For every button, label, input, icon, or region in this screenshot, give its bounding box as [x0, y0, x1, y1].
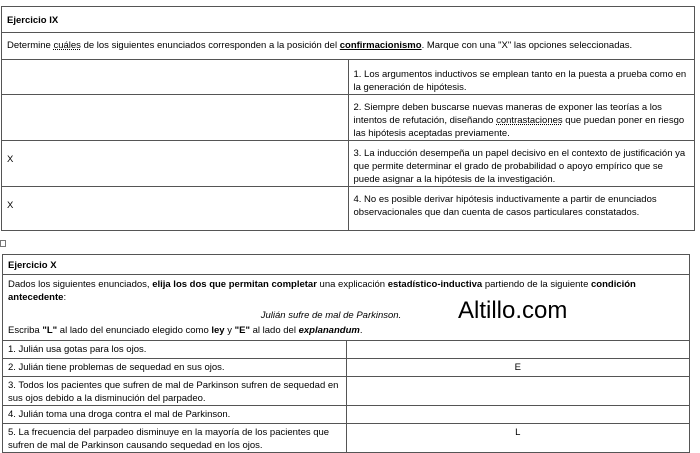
- statement-4-mark[interactable]: [346, 406, 690, 424]
- statement-5-mark[interactable]: L: [346, 424, 690, 453]
- exercise-9-instructions: Determine cuáles de los siguientes enunciados corresponden a la posición del confirmacionismo. Marque con una "X" las opciones seleccionadas.: [2, 33, 695, 60]
- option-1-text: 1. Los argumentos inductivos se emplean tanto en la puesta a prueba como en la generación de hipótesis.: [348, 60, 695, 95]
- table-anchor-icon: [0, 240, 6, 247]
- statement-5-text: 5. La frecuencia del parpadeo disminuye en la mayoría de los pacientes que sufren de mal de Parkinson causando sequedad en los ojos.: [3, 424, 347, 453]
- option-1-mark[interactable]: [2, 60, 349, 95]
- watermark: Altillo.com: [458, 297, 568, 324]
- option-2-mark[interactable]: [2, 95, 349, 141]
- statement-4-text: 4. Julián toma una droga contra el mal de Parkinson.: [3, 406, 347, 424]
- option-3-text: 3. La inducción desempeña un papel decisivo en el contexto de justificación ya que permite determinar el grado de probabilidad o apoyo empírico que se puede asignar a la hipótesis de la investigación.: [348, 141, 695, 187]
- exercise-9-title: Ejercicio IX: [2, 7, 695, 33]
- statement-2-mark[interactable]: E: [346, 359, 690, 377]
- exercise-9-table: [1, 6, 695, 231]
- statement-1-text: 1. Julián usa gotas para los ojos.: [3, 341, 347, 359]
- statement-1-mark[interactable]: [346, 341, 690, 359]
- antecedent-condition: Julián sufre de mal de Parkinson.: [260, 310, 402, 321]
- option-3-mark[interactable]: X: [2, 141, 349, 187]
- option-2-text: 2. Siempre deben buscarse nuevas maneras de exponer las teorías a los intentos de refutación, diseñando contrastaciones que puedan poner en riesgo las hipótesis aceptadas previamente.: [348, 95, 695, 141]
- exercise-10-title: Ejercicio X: [3, 255, 690, 275]
- statement-3-text: 3. Todos los pacientes que sufren de mal de Parkinson sufren de sequedad en sus ojos debido a la disminución del parpadeo.: [3, 377, 347, 406]
- option-4-mark[interactable]: X: [2, 187, 349, 231]
- statement-3-mark[interactable]: [346, 377, 690, 406]
- exercise-10-table: [2, 254, 690, 453]
- option-4-text: 4. No es posible derivar hipótesis inductivamente a partir de enunciados observacionales que dan cuenta de casos particulares constatados.: [348, 187, 695, 231]
- exercise-10-instructions: Dados los siguientes enunciados, elija los dos que permitan completar una explicación estadístico-inductiva partiendo de la siguiente condición antecedente: Julián sufre de mal de Parkinson. Escriba "L" al lado del enunciado elegido como ley y "E" al lado del explanandum.: [3, 275, 690, 341]
- statement-2-text: 2. Julián tiene problemas de sequedad en sus ojos.: [3, 359, 347, 377]
